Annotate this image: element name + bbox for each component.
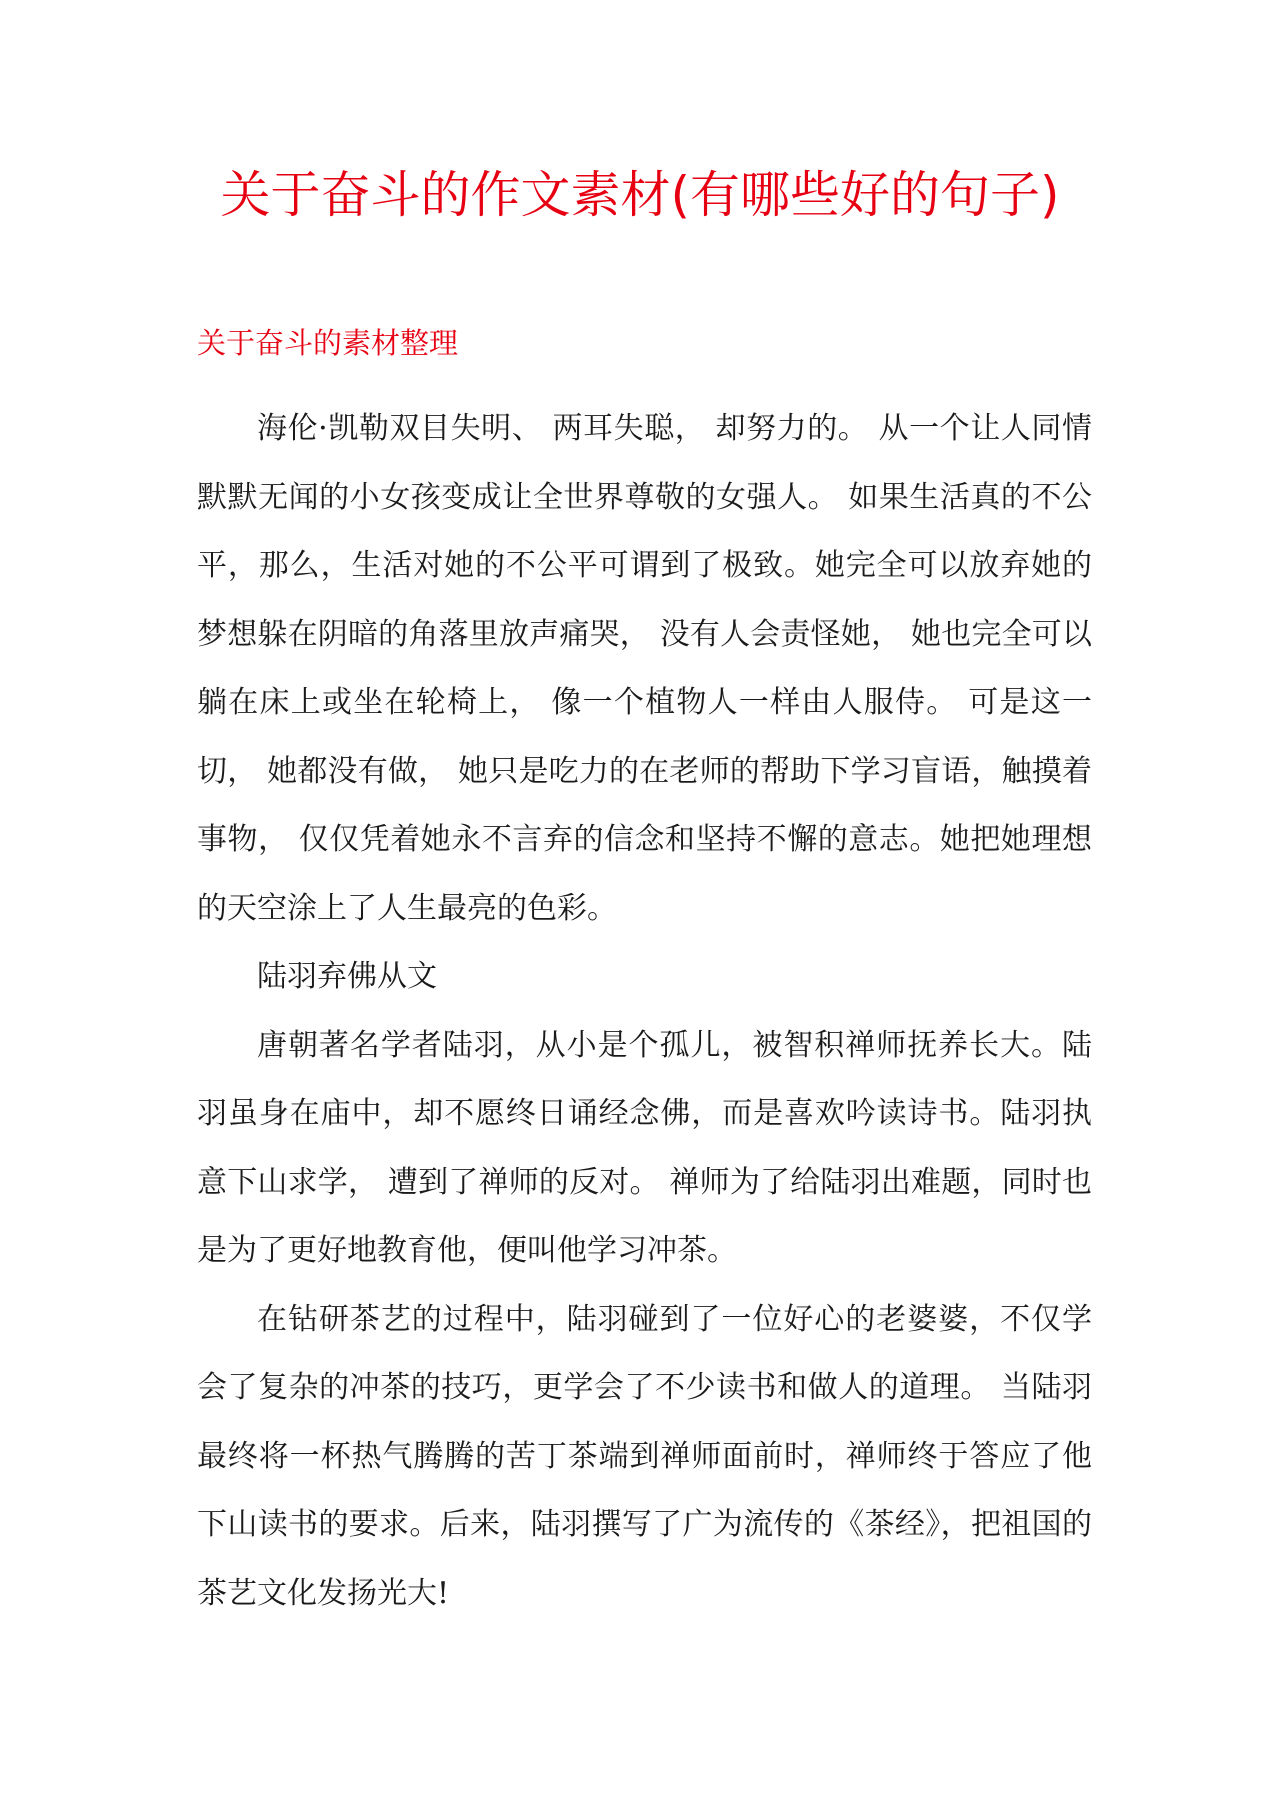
paragraph-helen-keller: 海伦·凯勒双目失明、 两耳失聪， 却努力的。 从一个让人同情默默无闻的小女孩变成让全世界尊敬的女强人。 如果生活真的不公平，那么，生活对她的不公平可谓到了极致。她完全可以放弃她的梦想躲在阴暗的角落里放声痛哭， 没有人会责怪她， 她也完全可以躺在床上或坐在轮椅上， 像一个植物人一样由人服侍。 可是这一切， 她都没有做， 她只是吃力的在老师的帮助下学习盲语，触摸着事物， 仅仅凭着她永不言弃的信念和坚持不懈的意志。她把她理想的天空涂上了人生最亮的色彩。 [197,411,1092,926]
paragraph-lu-yu-intro: 唐朝著名学者陆羽，从小是个孤儿，被智积禅师抚养长大。陆羽虽身在庙中，却不愿终日诵经念佛，而是喜欢吟读诗书。陆羽执意下山求学， 遭到了禅师的反对。 禅师为了给陆羽出难题，同时也是为了更好地教育他，便叫他学习冲茶。 [197,1027,1092,1268]
paragraph-lu-yu-tea: 在钻研茶艺的过程中，陆羽碰到了一位好心的老婆婆，不仅学会了复杂的冲茶的技巧，更学会了不少读书和做人的道理。 当陆羽最终将一杯热气腾腾的苦丁茶端到禅师面前时，禅师终于答应了他下山读书的要求。后来，陆羽撰写了广为流传的《茶经》，把祖国的茶艺文化发扬光大! [197,1301,1092,1611]
section-heading: 关于奋斗的素材整理 [197,326,459,360]
subheading-lu-yu: 陆羽弃佛从文 [257,959,437,994]
document-title: 关于奋斗的作文素材(有哪些好的句子) [220,166,1060,224]
document-body [197,395,1092,1628]
